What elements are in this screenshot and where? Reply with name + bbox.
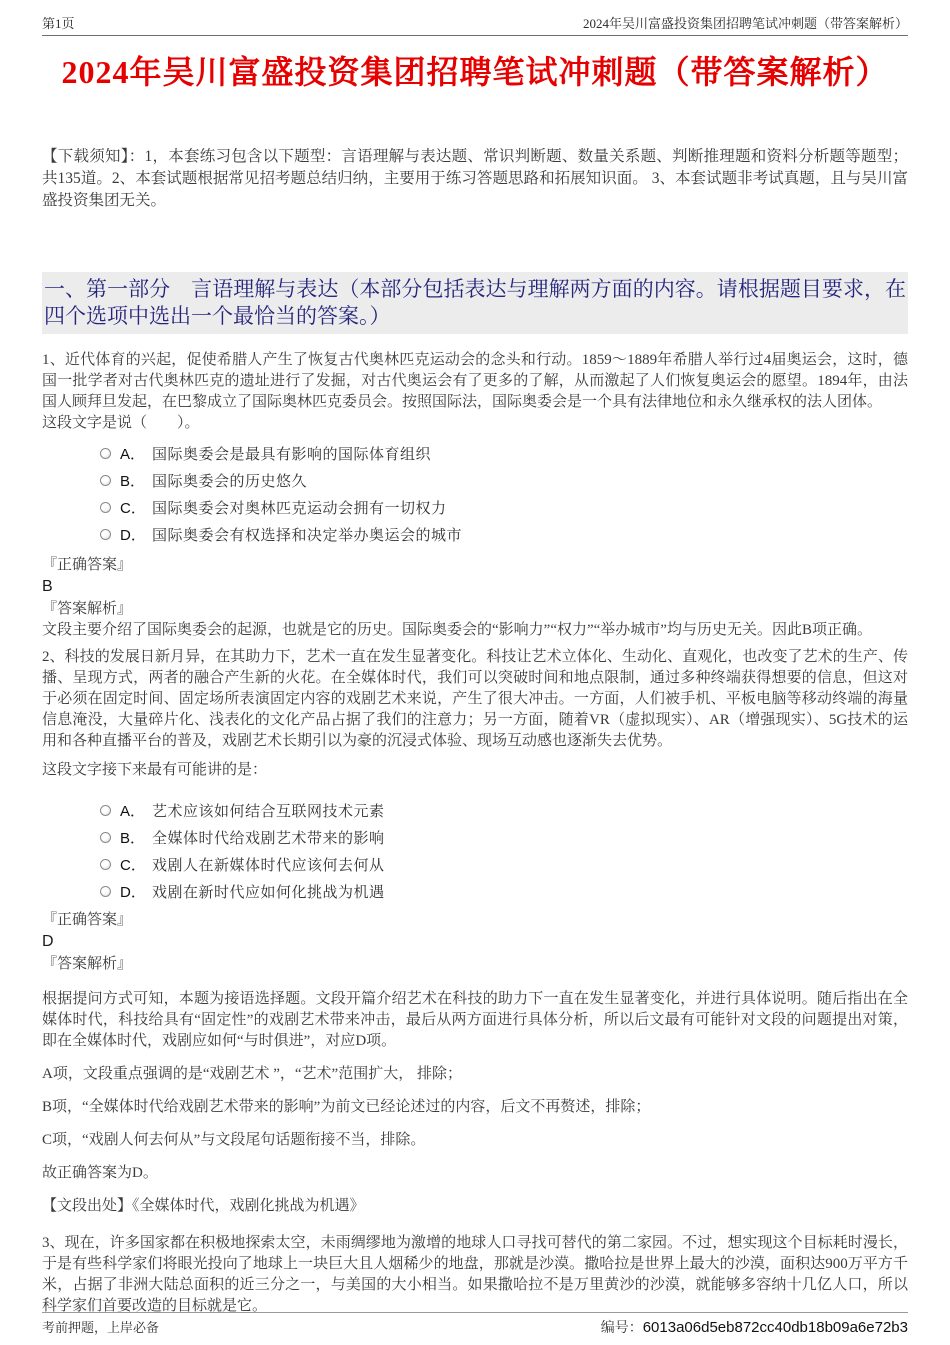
header-page-number: 第1页 bbox=[42, 16, 75, 31]
question-1-options bbox=[100, 440, 908, 548]
option-text: 国际奥委会是最具有影响的国际体育组织 bbox=[152, 447, 432, 463]
correct-answer-value: D bbox=[42, 933, 54, 950]
correct-answer-label: 『正确答案』 bbox=[42, 557, 133, 573]
question-2-options bbox=[100, 797, 908, 905]
option-text: 戏剧人在新媒体时代应该何去何从 bbox=[152, 858, 385, 874]
option-letter: D． bbox=[120, 527, 146, 544]
option-radio[interactable] bbox=[100, 529, 111, 540]
option-row[interactable] bbox=[100, 494, 908, 521]
option-text: 艺术应该如何结合互联网技术元素 bbox=[152, 804, 385, 820]
option-row[interactable] bbox=[100, 824, 908, 851]
option-row[interactable] bbox=[100, 797, 908, 824]
option-row[interactable] bbox=[100, 440, 908, 467]
question-2-prompt: 这段文字接下来最有可能讲的是： bbox=[42, 762, 268, 778]
analysis-point-c: C项，“戏剧人何去何从”与文段尾句话题衔接不当，排除。 bbox=[42, 1132, 426, 1148]
option-radio[interactable] bbox=[100, 448, 111, 459]
option-letter: A． bbox=[120, 803, 146, 820]
option-text: 国际奥委会的历史悠久 bbox=[152, 474, 308, 490]
question-3-stem: 3、现在，许多国家都在积极地探索太空，未雨绸缪地为激增的地球人口寻找可替代的第二家园。不过，想实现这个目标耗时漫长，于是有些科学家们将眼光投向了地球上一块巨大且人烟稀少的地盘，那就是沙漠。撒哈拉是世界上最大的沙漠，面积达900万平方千米，占据了非洲大陆总面积的近三分之一，与美国的大小相当。如果撒哈拉不是万里黄沙的沙漠，就能够多容纳十几亿人口，所以科学家们首要改造的目标就是它。 bbox=[42, 1235, 908, 1314]
option-radio[interactable] bbox=[100, 886, 111, 897]
question-1-prompt: 这段文字是说（ ）。 bbox=[42, 415, 200, 431]
correct-answer-label: 『正确答案』 bbox=[42, 912, 133, 928]
option-text: 全媒体时代给戏剧艺术带来的影响 bbox=[152, 831, 385, 847]
option-radio[interactable] bbox=[100, 502, 111, 513]
option-letter: C． bbox=[120, 857, 146, 874]
correct-answer-value: B bbox=[42, 578, 53, 595]
option-row[interactable] bbox=[100, 851, 908, 878]
analysis-label: 『答案解析』 bbox=[42, 601, 133, 617]
option-text: 国际奥委会有权选择和决定举办奥运会的城市 bbox=[152, 528, 463, 544]
footer-code-label: 编号： bbox=[600, 1321, 643, 1336]
analysis-label: 『答案解析』 bbox=[42, 956, 133, 972]
footer-code bbox=[601, 1317, 908, 1337]
option-text: 戏剧在新时代应如何化挑战为机遇 bbox=[152, 885, 385, 901]
analysis-source: 【文段出处】《全媒体时代，戏剧化挑战为机遇》 bbox=[42, 1198, 365, 1214]
option-radio[interactable] bbox=[100, 805, 111, 816]
download-notice: 【下载须知】：1，本套练习包含以下题型：言语理解与表达题、常识判断题、数量关系题、判断推理题和资料分析题等题型；共135道。2、本套试题根据常见招考题总结归纳，主要用于练习答题思路和拓展知识面。 3、本套试题非考试真题，且与吴川富盛投资集团无关。 bbox=[42, 148, 908, 209]
question-2-stem: 2、科技的发展日新月异，在其助力下，艺术一直在发生显著变化。科技让艺术立体化、生动化、直观化，也改变了艺术的生产、传播、呈现方式，两者的融合产生新的火花。在全媒体时代，我们可以突破时间和地点限制，通过多种终端获得想要的信息，但这对于必须在固定时间、固定场所表演固定内容的戏剧艺术来说，产生了很大冲击。一方面，人们被手机、平板电脑等移动终端的海量信息淹没，大量碎片化、浅表化的文化产品占据了我们的注意力；另一方面，随着VR（虚拟现实）、AR（增强现实）、5G技术的运用和各种直播平台的普及，戏剧艺术长期引以为豪的沉浸式体验、现场互动感也逐渐失去优势。 bbox=[42, 649, 908, 749]
option-row[interactable] bbox=[100, 878, 908, 905]
option-radio[interactable] bbox=[100, 475, 111, 486]
option-radio[interactable] bbox=[100, 859, 111, 870]
footer-slogan: 考前押题，上岸必备 bbox=[42, 1320, 160, 1335]
page-title: 2024年吴川富盛投资集团招聘笔试冲刺题（带答案解析） bbox=[61, 54, 889, 90]
option-letter: B． bbox=[120, 830, 146, 847]
analysis-point-b: B项，“全媒体时代给戏剧艺术带来的影响”为前文已经论述过的内容，后文不再赘述，排除； bbox=[42, 1099, 651, 1115]
option-row[interactable] bbox=[100, 521, 908, 548]
header-doc-title: 2024年吴川富盛投资集团招聘笔试冲刺题（带答案解析） bbox=[582, 16, 908, 31]
analysis-conclusion: 故正确答案为D。 bbox=[42, 1165, 158, 1181]
option-letter: B． bbox=[120, 473, 146, 490]
page-footer bbox=[42, 1312, 908, 1337]
option-letter: C． bbox=[120, 500, 146, 517]
option-letter: A． bbox=[120, 446, 146, 463]
analysis-point-a: A项，文段重点强调的是“戏剧艺术 ”，“艺术”范围扩大， 排除； bbox=[42, 1066, 462, 1082]
option-radio[interactable] bbox=[100, 832, 111, 843]
analysis-text: 文段主要介绍了国际奥委会的起源，也就是它的历史。国际奥委会的“影响力”“权力”“举办城市”均与历史无关。因此B项正确。 bbox=[42, 622, 872, 638]
footer-code-value: 6013a06d5eb872cc40db18b09a6e72b3 bbox=[642, 1319, 908, 1336]
option-letter: D． bbox=[120, 884, 146, 901]
question-1-stem: 1、近代体育的兴起，促使希腊人产生了恢复古代奥林匹克运动会的念头和行动。1859～1889年希腊人举行过4届奥运会，这时，德国一批学者对古代奥林匹克的遗址进行了发掘，对古代奥运会有了更多的了解，从而激起了人们恢复奥运会的愿望。1894年，由法国人顾拜旦发起，在巴黎成立了国际奥林匹克委员会。按照国际法，国际奥委会是一个具有法律地位和永久继承权的法人团体。 bbox=[42, 352, 908, 410]
option-text: 国际奥委会对奥林匹克运动会拥有一切权力 bbox=[152, 501, 447, 517]
section-heading: 一、第一部分 言语理解与表达（本部分包括表达与理解两方面的内容。请根据题目要求，在四个选项中选出一个最恰当的答案。） bbox=[42, 272, 908, 334]
analysis-paragraph: 根据提问方式可知，本题为接语选择题。文段开篇介绍艺术在科技的助力下一直在发生显著变化，并进行具体说明。随后指出在全媒体时代，科技给具有“固定性”的戏剧艺术带来冲击，最后从两方面进行具体分析，所以后文最有可能针对文段的问题提出对策，即在全媒体时代，戏剧应如何“与时俱进”，对应D项。 bbox=[42, 991, 908, 1049]
option-row[interactable] bbox=[100, 467, 908, 494]
page-header bbox=[42, 14, 908, 36]
